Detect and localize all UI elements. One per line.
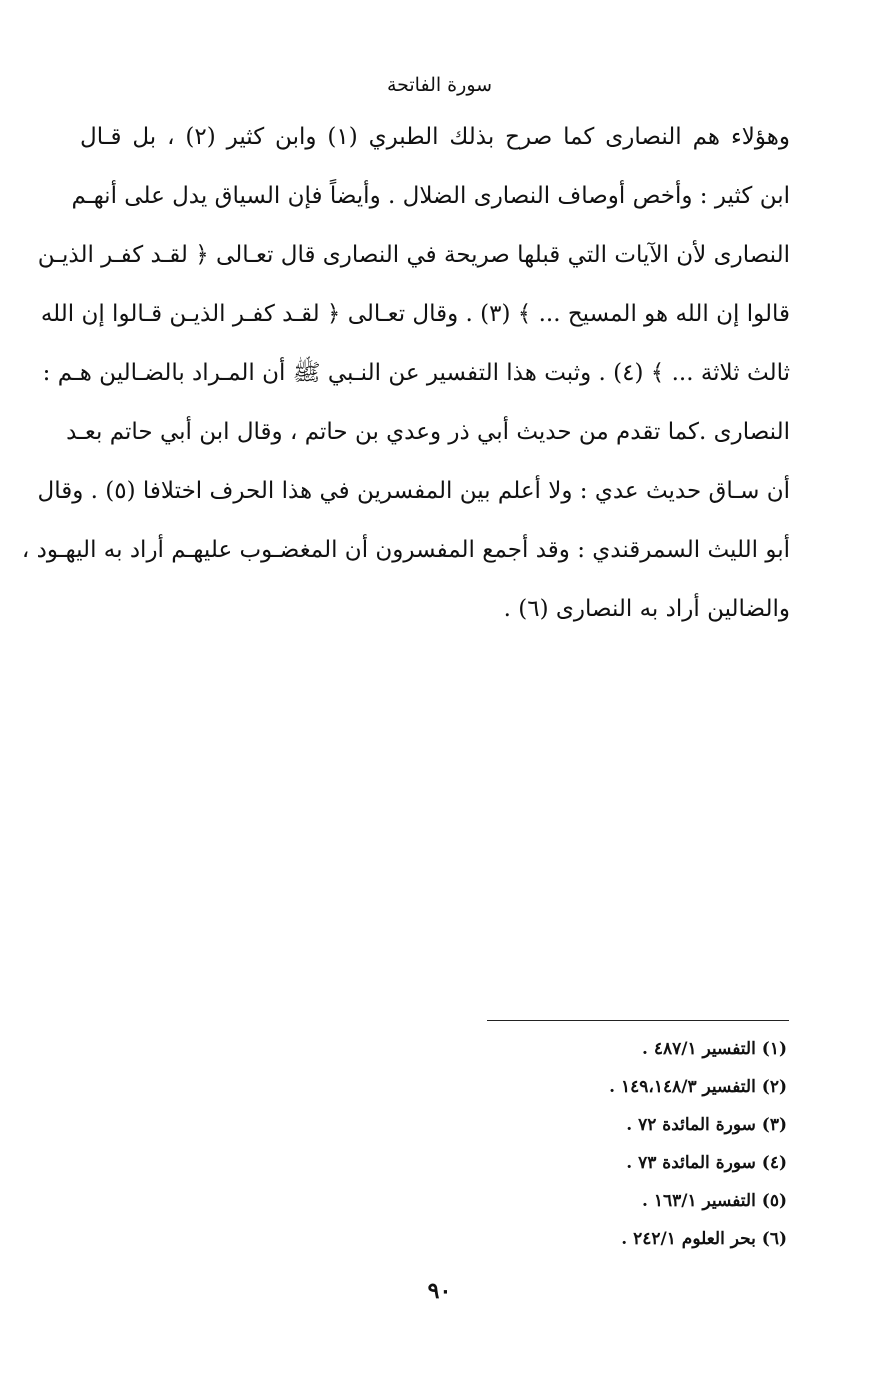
body-line: ابن كثير : وأخص أوصاف النصارى الضلال . وأيضاً فإن السياق يدل على أنهـم bbox=[71, 183, 790, 209]
footnote: (١) التفسير ٤٨٧/١ . bbox=[642, 1039, 787, 1059]
body-line: ثالث ثلاثة ... ﴾ (٤) . وثبت هذا التفسير عن النـبي ﷺ أن المـراد بالضـالين هـم : bbox=[42, 360, 790, 386]
footnote: (٣) سورة المائدة ٧٢ . bbox=[626, 1115, 787, 1135]
body-line: النصارى .كما تقدم من حديث أبي ذر وعدي بن حاتم ، وقال ابن أبي حاتم بعـد bbox=[66, 419, 790, 445]
footnote: (٢) التفسير ١٤٩،١٤٨/٣ . bbox=[609, 1077, 787, 1097]
body-line: والضالين أراد به النصارى (٦) . bbox=[503, 596, 790, 622]
body-line: النصارى لأن الآيات التي قبلها صريحة في النصارى قال تعـالى ﴿ لقـد كفـر الذيـن bbox=[37, 242, 790, 268]
footnote: (٤) سورة المائدة ٧٣ . bbox=[626, 1153, 787, 1173]
body-text bbox=[21, 108, 790, 639]
page-number: ٩٠ bbox=[427, 1278, 452, 1304]
body-line: أبو الليث السمرقندي : وقد أجمع المفسرون أن المغضـوب عليهـم أراد به اليهـود ، bbox=[21, 537, 790, 563]
footnote: (٦) بحر العلوم ٢٤٢/١ . bbox=[621, 1229, 787, 1249]
footnotes bbox=[387, 1030, 787, 1258]
body-line: وهؤلاء هم النصارى كما صرح بذلك الطبري (١) وابن كثير (٢) ، بل قـال bbox=[80, 124, 790, 150]
running-head: سورة الفاتحة bbox=[386, 74, 493, 96]
footnote: (٥) التفسير ١٦٣/١ . bbox=[642, 1191, 787, 1211]
body-line: أن سـاق حديث عدي : ولا أعلم بين المفسرين في هذا الحرف اختلافا (٥) . وقال bbox=[37, 478, 790, 504]
body-line: قالوا إن الله هو المسيح ... ﴾ (٣) . وقال تعـالى ﴿ لقـد كفـر الذيـن قـالوا إن الله bbox=[40, 301, 790, 327]
footnote-divider bbox=[487, 1020, 789, 1021]
